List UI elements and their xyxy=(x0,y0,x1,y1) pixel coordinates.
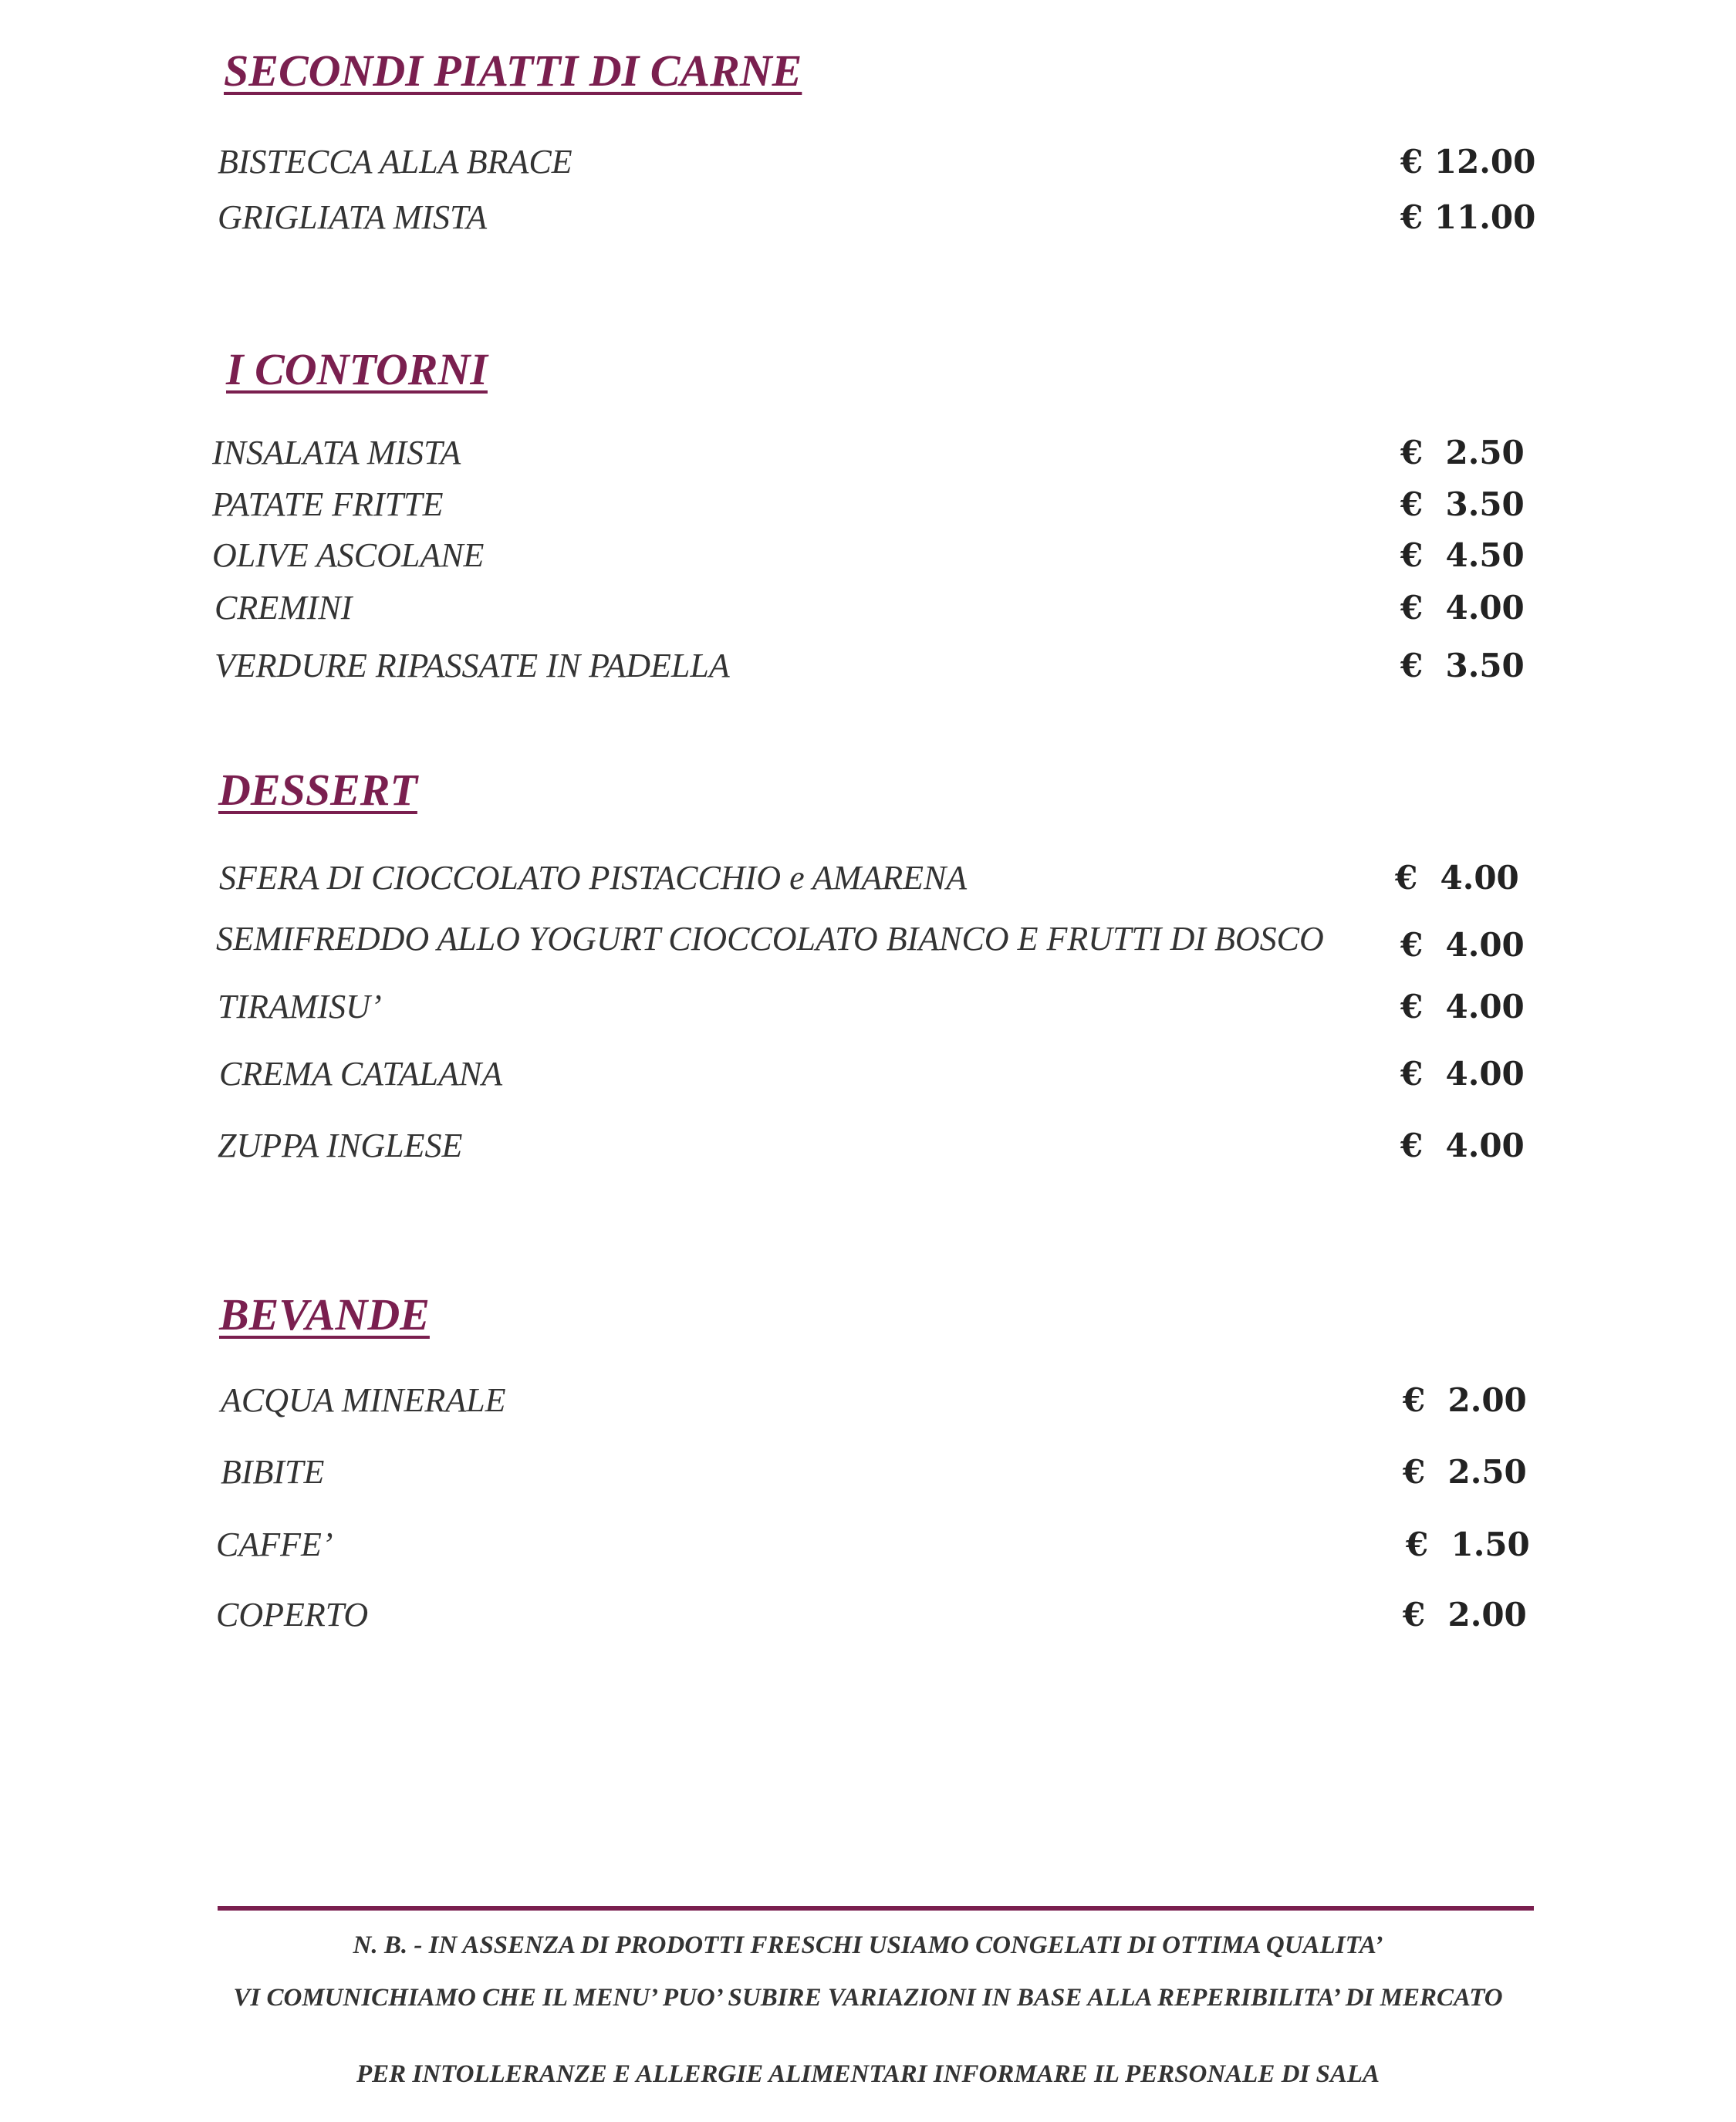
item-name: PATATE FRITTE xyxy=(212,485,444,523)
footer-note-allergies: PER INTOLLERANZE E ALLERGIE ALIMENTARI INFORMARE IL PERSONALE DI SALA xyxy=(356,2060,1380,2088)
item-price: € 4.00 xyxy=(1400,589,1525,627)
item-price: € 4.00 xyxy=(1400,1127,1525,1164)
footer-note-frozen: N. B. - IN ASSENZA DI PRODOTTI FRESCHI USIAMO CONGELATI DI OTTIMA QUALITA’ xyxy=(353,1931,1383,1959)
item-price: € 4.00 xyxy=(1400,926,1525,964)
item-name: BIBITE xyxy=(221,1453,325,1491)
menu-item xyxy=(0,1592,1736,1638)
section-title-bevande: BEVANDE xyxy=(219,1289,430,1340)
item-price: € 3.50 xyxy=(1400,485,1525,523)
item-price: € 4.00 xyxy=(1400,988,1525,1026)
item-price: € 11.00 xyxy=(1400,198,1536,236)
item-price: € 2.50 xyxy=(1400,434,1525,471)
item-name: ACQUA MINERALE xyxy=(221,1381,506,1419)
item-name: TIRAMISU’ xyxy=(218,988,382,1026)
item-name: CREMA CATALANA xyxy=(219,1055,503,1093)
menu-item xyxy=(0,1051,1736,1097)
item-price: € 12.00 xyxy=(1400,143,1536,181)
menu-item xyxy=(0,139,1736,185)
menu-item xyxy=(0,482,1736,528)
menu-item xyxy=(0,916,1736,962)
item-name: CAFFE’ xyxy=(216,1526,333,1563)
item-price: € 3.50 xyxy=(1400,647,1525,684)
item-name: ZUPPA INGLESE xyxy=(218,1127,463,1164)
item-name: SEMIFREDDO ALLO YOGURT CIOCCOLATO BIANCO E FRUTTI DI BOSCO xyxy=(216,920,1324,958)
item-name: GRIGLIATA MISTA xyxy=(218,198,488,236)
item-price: € 4.00 xyxy=(1395,859,1519,897)
menu-item xyxy=(0,855,1736,901)
menu-item xyxy=(0,643,1736,689)
menu-item xyxy=(0,984,1736,1030)
item-price: € 2.00 xyxy=(1403,1381,1527,1419)
footer-divider xyxy=(218,1906,1534,1911)
section-title-contorni: I CONTORNI xyxy=(226,344,488,394)
item-price: € 4.00 xyxy=(1400,1055,1525,1093)
section-title-secondi: SECONDI PIATTI DI CARNE xyxy=(224,46,802,96)
menu-item xyxy=(0,1377,1736,1424)
menu-item xyxy=(0,194,1736,241)
item-name: VERDURE RIPASSATE IN PADELLA xyxy=(214,647,730,684)
item-name: OLIVE ASCOLANE xyxy=(212,536,485,574)
menu-item xyxy=(0,1449,1736,1495)
menu-item xyxy=(0,430,1736,476)
section-title-dessert: DESSERT xyxy=(218,765,417,815)
item-price: € 2.50 xyxy=(1403,1453,1527,1491)
item-name: COPERTO xyxy=(216,1596,369,1634)
menu-item xyxy=(0,585,1736,631)
item-price: € 2.00 xyxy=(1403,1596,1527,1634)
item-name: BISTECCA ALLA BRACE xyxy=(218,143,572,181)
item-price: € 4.50 xyxy=(1400,536,1525,574)
item-name: SFERA DI CIOCCOLATO PISTACCHIO e AMARENA xyxy=(219,859,968,897)
item-name: INSALATA MISTA xyxy=(212,434,461,471)
item-name: CREMINI xyxy=(214,589,353,627)
menu-item xyxy=(0,1123,1736,1169)
item-price: € 1.50 xyxy=(1406,1526,1530,1563)
menu-item xyxy=(0,1522,1736,1568)
footer-note-variations: VI COMUNICHIAMO CHE IL MENU’ PUO’ SUBIRE VARIAZIONI IN BASE ALLA REPERIBILITA’ DI MERCATO xyxy=(233,1984,1503,2012)
menu-item xyxy=(0,532,1736,579)
